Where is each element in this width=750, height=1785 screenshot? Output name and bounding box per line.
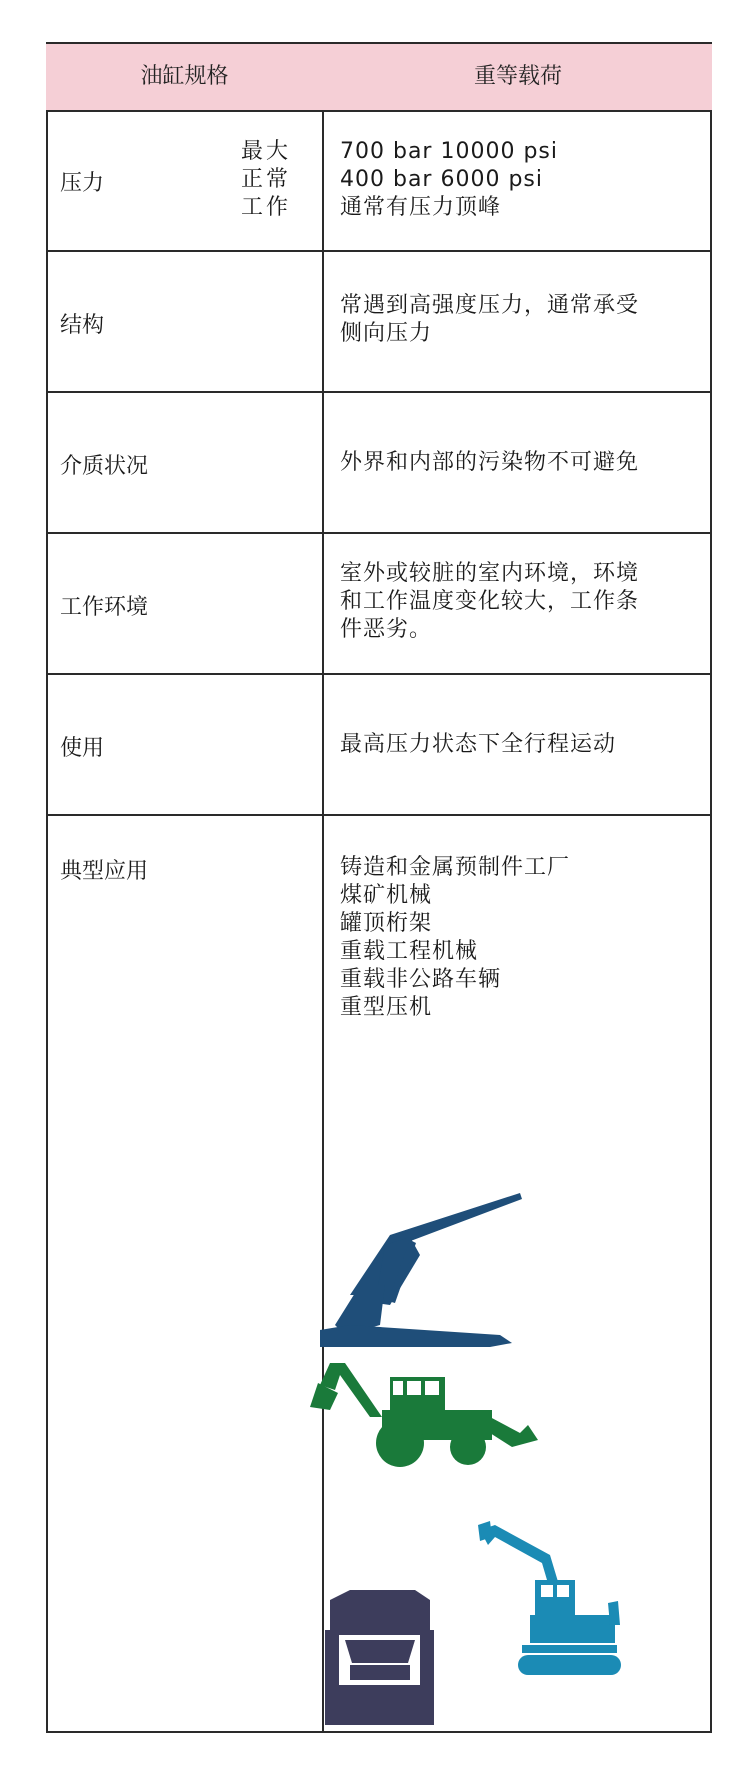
backhoe-loader-icon [310, 1363, 538, 1467]
value-line: 700 bar 10000 psi [340, 139, 558, 164]
pressure-sub-labels [241, 138, 291, 222]
value-line: 400 bar 6000 psi [340, 167, 543, 192]
row-value [340, 560, 698, 644]
header-heavy-load: 重等载荷 [473, 64, 562, 89]
crane-icon [320, 1193, 522, 1347]
row-label: 介质状况 [60, 454, 149, 479]
row-label: 压力 [60, 171, 105, 196]
value-line: 常遇到高强度压力，通常承受 [340, 293, 640, 318]
table-row-usage [46, 675, 712, 816]
value-line: 室外或较脏的室内环境，环境 [340, 561, 640, 586]
value-line: 煤矿机械 [340, 883, 433, 908]
excavator-icon [478, 1521, 621, 1675]
row-label: 工作环境 [60, 595, 149, 620]
machinery-illustration [290, 1185, 660, 1725]
header-cylinder-spec: 油缸规格 [140, 64, 229, 89]
sub-label-normal: 正常 [241, 167, 292, 192]
table-row-structure [46, 252, 712, 393]
row-value [340, 731, 698, 759]
value-line: 重载非公路车辆 [340, 967, 502, 992]
value-line: 侧向压力 [340, 321, 433, 346]
value-line: 通常有压力顶峰 [340, 195, 502, 220]
value-line: 外界和内部的污染物不可避免 [340, 450, 640, 475]
value-line: 件恶劣。 [340, 617, 433, 642]
sub-label-max: 最大 [241, 139, 292, 164]
sub-label-working: 工作 [241, 195, 292, 220]
row-value [340, 138, 698, 222]
table-row-environment [46, 534, 712, 675]
row-value [340, 449, 698, 477]
row-value [340, 854, 698, 1022]
value-line: 重载工程机械 [340, 939, 479, 964]
value-line: 和工作温度变化较大，工作条 [340, 589, 640, 614]
row-label: 结构 [60, 313, 105, 338]
value-line: 铸造和金属预制件工厂 [340, 855, 571, 880]
row-label: 典型应用 [60, 859, 149, 884]
value-line: 最高压力状态下全行程运动 [340, 732, 617, 757]
value-line: 罐顶桁架 [340, 911, 433, 936]
table-row-pressure [46, 112, 712, 252]
value-line: 重型压机 [340, 995, 433, 1020]
table-header [46, 44, 712, 112]
table-row-medium [46, 393, 712, 534]
row-label: 使用 [60, 736, 105, 761]
row-value [340, 292, 698, 348]
press-icon [325, 1590, 434, 1725]
